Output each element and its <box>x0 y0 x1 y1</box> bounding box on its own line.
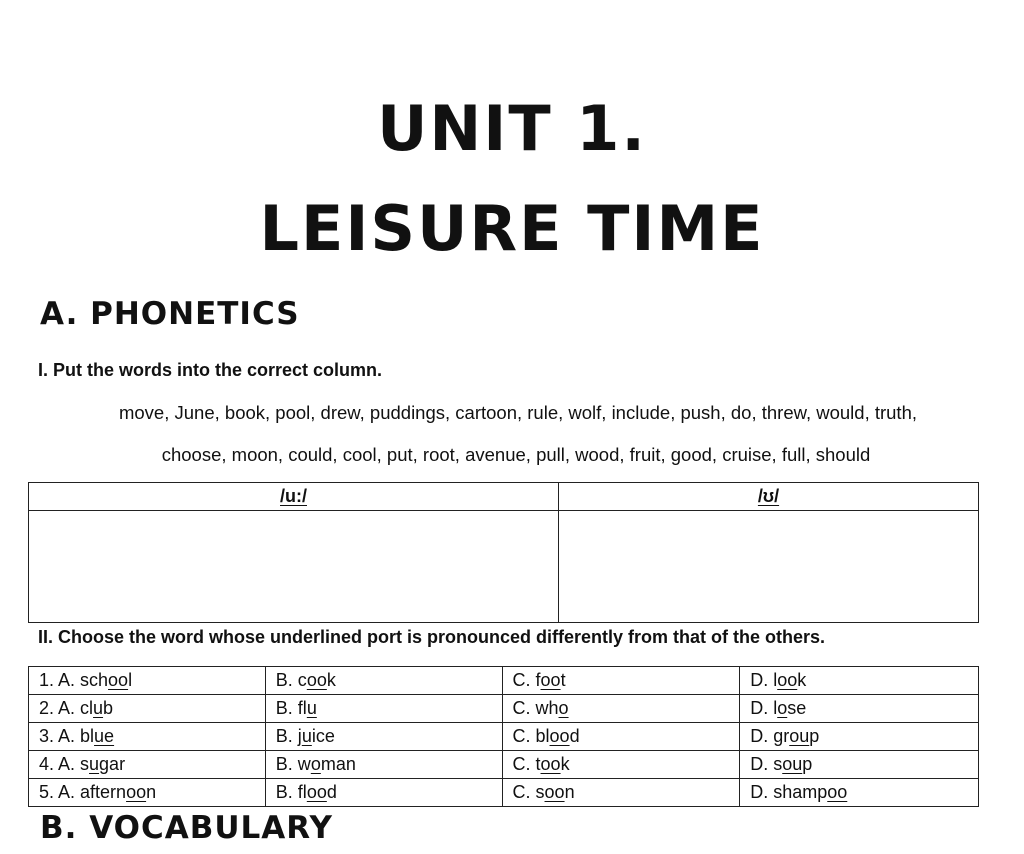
option-d-cell[interactable] <box>740 695 979 723</box>
underlined-part: ou <box>789 726 810 746</box>
word-list-line-1: move, June, book, pool, drew, puddings, cartoon, rule, wolf, include, push, do, threw, would, truth, <box>118 402 918 423</box>
option-c-cell[interactable] <box>502 751 740 779</box>
option-c-cell[interactable] <box>502 779 740 807</box>
column-header-u-short: /ʊ/ <box>559 483 979 511</box>
option-text: 3. A. bl <box>39 726 95 746</box>
unit-title: UNIT 1. <box>377 92 647 165</box>
option-text: D. shamp <box>750 782 828 802</box>
section-a-heading: A. PHONETICS <box>40 296 300 332</box>
underlined-part: ue <box>94 726 115 746</box>
option-text: man <box>320 754 356 774</box>
underlined-part: u <box>301 726 312 746</box>
option-text: 2. A. cl <box>39 698 94 718</box>
option-c-cell[interactable] <box>502 667 740 695</box>
question-row <box>29 751 979 779</box>
underlined-part: u <box>89 754 100 774</box>
option-text: n <box>146 782 157 802</box>
option-c-cell[interactable] <box>502 695 740 723</box>
option-a-cell[interactable] <box>29 723 266 751</box>
underlined-part: o <box>310 754 321 774</box>
option-b-cell[interactable] <box>265 779 502 807</box>
option-b-cell[interactable] <box>265 751 502 779</box>
option-d-cell[interactable] <box>740 667 979 695</box>
underlined-part: oo <box>540 754 561 774</box>
underlined-part: oo <box>126 782 147 802</box>
option-text: B. c <box>275 670 307 690</box>
option-text: C. f <box>512 670 541 690</box>
exercise-1-instruction: I. Put the words into the correct column. <box>38 360 383 380</box>
option-text: B. fl <box>275 782 307 802</box>
option-text: C. s <box>512 782 545 802</box>
underlined-part: oo <box>306 670 327 690</box>
option-text: D. l <box>750 698 778 718</box>
column-cell-u-short[interactable] <box>559 511 979 623</box>
question-row <box>29 667 979 695</box>
question-row <box>29 723 979 751</box>
option-text: k <box>326 670 336 690</box>
option-d-cell[interactable] <box>740 779 979 807</box>
option-a-cell[interactable] <box>29 779 266 807</box>
option-text: se <box>787 698 807 718</box>
underlined-part: u <box>306 698 317 718</box>
underlined-part: oo <box>306 782 327 802</box>
option-text: 5. A. aftern <box>39 782 127 802</box>
column-cell-u-long[interactable] <box>29 511 559 623</box>
option-a-cell[interactable] <box>29 751 266 779</box>
option-text: l <box>128 670 133 690</box>
option-text: t <box>560 670 566 690</box>
option-text: k <box>560 754 570 774</box>
option-a-cell[interactable] <box>29 667 266 695</box>
sorting-table <box>28 482 979 623</box>
underlined-part: oo <box>108 670 129 690</box>
option-text: d <box>326 782 337 802</box>
option-b-cell[interactable] <box>265 723 502 751</box>
underlined-part: oo <box>540 670 561 690</box>
word-list-line-2: choose, moon, could, cool, put, root, avenue, pull, wood, fruit, good, cruise, full, should <box>161 444 871 465</box>
option-text: C. bl <box>512 726 550 746</box>
option-c-cell[interactable] <box>502 723 740 751</box>
option-text: n <box>564 782 575 802</box>
option-text: k <box>797 670 807 690</box>
column-header-u-long: /u:/ <box>29 483 559 511</box>
underlined-part: o <box>777 698 788 718</box>
underlined-part: o <box>558 698 569 718</box>
exercise-2-instruction: II. Choose the word whose underlined port is pronounced differently from that of the others. <box>38 627 826 647</box>
option-text: d <box>569 726 580 746</box>
option-text: D. gr <box>750 726 790 746</box>
option-text: b <box>103 698 114 718</box>
option-text: D. s <box>750 754 783 774</box>
option-text: p <box>809 726 820 746</box>
option-a-cell[interactable] <box>29 695 266 723</box>
option-text: ice <box>311 726 335 746</box>
option-text: C. t <box>512 754 541 774</box>
option-text: 1. A. sch <box>39 670 109 690</box>
option-text: B. j <box>275 726 302 746</box>
section-b-heading: B. VOCABULARY <box>40 810 333 846</box>
underlined-part: oo <box>549 726 570 746</box>
option-text: C. wh <box>512 698 559 718</box>
underlined-part: oo <box>544 782 565 802</box>
option-text: 4. A. s <box>39 754 90 774</box>
pronunciation-question-table <box>28 666 979 807</box>
question-row <box>29 779 979 807</box>
option-text: B. w <box>275 754 311 774</box>
underlined-part: oo <box>827 782 848 802</box>
underlined-part: ou <box>782 754 803 774</box>
underlined-part: u <box>93 698 104 718</box>
unit-subtitle: LEISURE TIME <box>259 192 765 265</box>
option-text: B. fl <box>275 698 307 718</box>
option-text: gar <box>99 754 126 774</box>
option-text: D. l <box>750 670 778 690</box>
underlined-part: oo <box>777 670 798 690</box>
option-b-cell[interactable] <box>265 695 502 723</box>
option-b-cell[interactable] <box>265 667 502 695</box>
question-row <box>29 695 979 723</box>
option-text: p <box>802 754 813 774</box>
option-d-cell[interactable] <box>740 751 979 779</box>
option-d-cell[interactable] <box>740 723 979 751</box>
